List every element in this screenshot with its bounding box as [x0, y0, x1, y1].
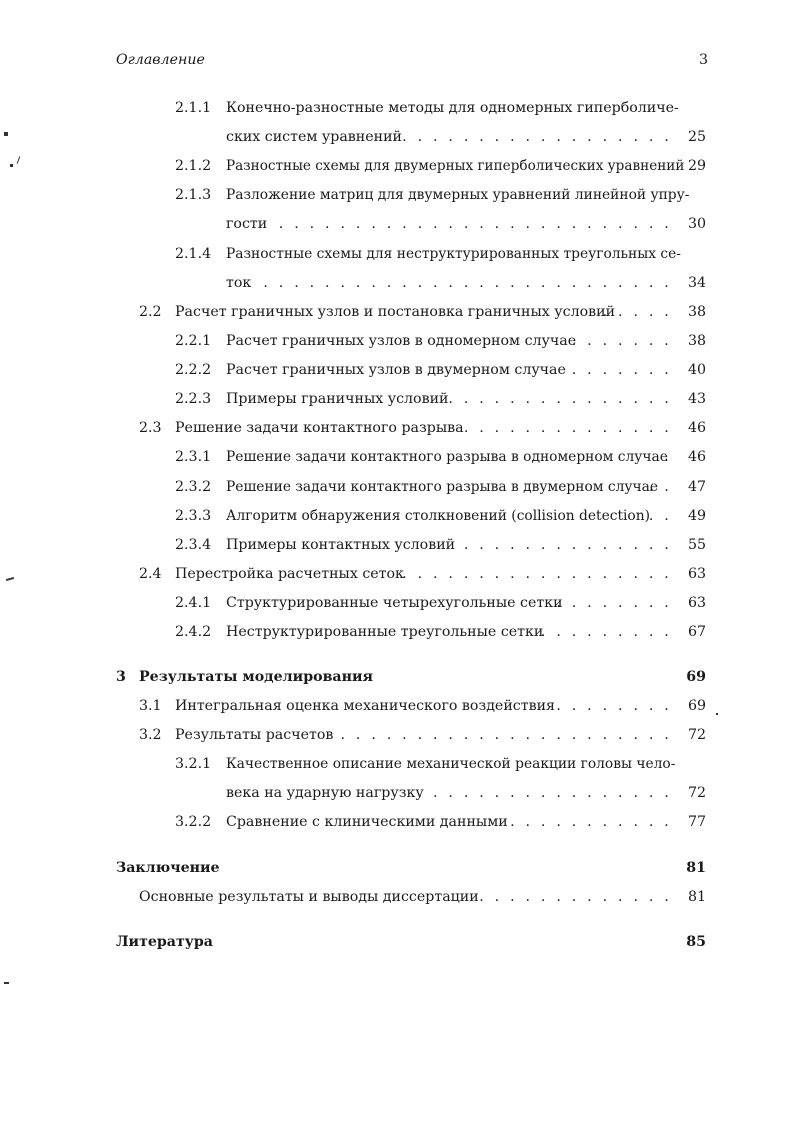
section-title: Сравнение с клиническими данными [226, 814, 508, 830]
dot-leader [538, 696, 672, 716]
page-number: 43 [687, 391, 706, 407]
section-title-line1: Качественное описание механической реакции головы чело- [226, 756, 676, 772]
page-number: 46 [687, 449, 706, 465]
page-number: 67 [687, 624, 706, 640]
chapter-number: 3 [116, 669, 126, 685]
section-title-line2: ток [226, 275, 252, 291]
page-number: 69 [686, 669, 706, 685]
toc-entry-2-4-1[interactable] [0, 593, 792, 613]
scan-speck [4, 132, 8, 136]
page-number: 81 [687, 889, 706, 905]
section-number: 3.2 [139, 727, 162, 743]
page-number: 30 [687, 216, 706, 232]
section-number: 3.2.1 [175, 756, 212, 772]
page-number: 40 [687, 362, 706, 378]
section-title: Решение задачи контактного разрыва [175, 420, 464, 436]
scan-speck [10, 164, 13, 167]
dot-leader [452, 535, 672, 555]
section-title: Разностные схемы для двумерных гиперболических уравнений [226, 158, 685, 174]
section-number: 2.1.1 [175, 100, 212, 116]
section-number: 2.4.1 [175, 595, 212, 611]
page-number: 55 [687, 537, 706, 553]
chapter-title: Литература [116, 934, 213, 950]
dot-leader [650, 477, 672, 497]
section-title-line2: ских систем уравнений [226, 129, 403, 145]
dot-leader [650, 506, 672, 526]
page-number: 29 [687, 158, 706, 174]
header-title: Оглавление [116, 52, 205, 68]
toc-entry-2-3-4[interactable] [0, 535, 792, 555]
page-number: 81 [686, 860, 706, 876]
page-number: 69 [687, 698, 706, 714]
section-number: 2.3.1 [175, 449, 212, 465]
dot-leader [396, 564, 672, 584]
toc-entry-3-1[interactable] [0, 696, 792, 716]
toc-conclusion[interactable] [0, 858, 792, 878]
section-title: Расчет граничных узлов и постановка граничных условий [175, 304, 616, 320]
page-number: 72 [687, 785, 706, 801]
page-number: 49 [687, 508, 706, 524]
toc-entry-2-3-2[interactable] [0, 477, 792, 497]
dot-leader [600, 302, 672, 322]
section-number: 2.3 [139, 420, 162, 436]
section-title: Основные результаты и выводы диссертации [139, 889, 479, 905]
toc-entry-2-2-2[interactable] [0, 360, 792, 380]
section-title-line1: Разностные схемы для неструктурированных треугольных се- [226, 246, 681, 262]
section-number: 2.1.4 [175, 246, 212, 262]
toc-entry-3-2-1[interactable] [0, 754, 792, 774]
section-number: 2.2.1 [175, 333, 212, 349]
page-number: 77 [687, 814, 706, 830]
chapter-title: Заключение [116, 860, 220, 876]
section-number: 2.2.2 [175, 362, 212, 378]
toc-entry-2-2[interactable] [0, 302, 792, 322]
section-title: Примеры контактных условий [226, 537, 456, 553]
section-title-line2: гости [226, 216, 268, 232]
toc-chapter-3[interactable] [0, 667, 792, 687]
dot-leader [534, 622, 672, 642]
toc-entry-2-3[interactable] [0, 418, 792, 438]
toc-entry-2-4-2[interactable] [0, 622, 792, 642]
dot-leader [560, 360, 672, 380]
toc-entry-2-3-3[interactable] [0, 506, 792, 526]
dot-leader [566, 331, 672, 351]
dot-leader [556, 593, 672, 613]
dot-leader [330, 725, 672, 745]
toc-entry-3-2[interactable] [0, 725, 792, 745]
dot-leader [400, 127, 672, 147]
dot-leader [272, 214, 672, 234]
section-title: Алгоритм обнаружения столкновений (collision detection) [226, 508, 650, 524]
page-number: 63 [687, 595, 706, 611]
toc-entry-2-1-2[interactable] [0, 156, 792, 176]
scan-speck [716, 713, 718, 715]
section-title: Результаты расчетов [175, 727, 334, 743]
header-page-number: 3 [698, 52, 708, 68]
page-number: 72 [687, 727, 706, 743]
page-number: 38 [687, 304, 706, 320]
page-number: 34 [687, 275, 706, 291]
scan-speck [4, 982, 9, 984]
section-title: Примеры граничных условий [226, 391, 449, 407]
dot-leader [256, 273, 672, 293]
page-number: 63 [687, 566, 706, 582]
page-number: 25 [687, 129, 706, 145]
section-title: Расчет граничных узлов в двумерном случае [226, 362, 566, 378]
toc-entry-2-1-1-cont[interactable] [0, 127, 792, 147]
toc-entry-3-2-1-cont[interactable] [0, 783, 792, 803]
page-number: 47 [687, 479, 706, 495]
toc-entry-2-2-1[interactable] [0, 331, 792, 351]
toc-entry-2-1-3-cont[interactable] [0, 214, 792, 234]
section-title: Решение задачи контактного разрыва в одномерном случае [226, 449, 668, 465]
section-number: 3.1 [139, 698, 162, 714]
section-title: Расчет граничных узлов в одномерном случае [226, 333, 577, 349]
chapter-title: Результаты моделирования [139, 669, 374, 685]
toc-entry-2-1-4[interactable] [0, 244, 792, 264]
toc-entry-3-2-2[interactable] [0, 812, 792, 832]
section-number: 2.1.2 [175, 158, 212, 174]
section-number: 2.1.3 [175, 187, 212, 203]
section-title: Решение задачи контактного разрыва в двумерном случае [226, 479, 658, 495]
toc-entry-2-1-4-cont[interactable] [0, 273, 792, 293]
section-number: 2.4.2 [175, 624, 212, 640]
section-number: 2.2.3 [175, 391, 212, 407]
dot-leader [446, 389, 672, 409]
section-number: 3.2.2 [175, 814, 212, 830]
section-number: 2.2 [139, 304, 162, 320]
section-title-line2: века на ударную нагрузку [226, 785, 424, 801]
page-number: 38 [687, 333, 706, 349]
page-number: 46 [687, 420, 706, 436]
dot-leader [420, 783, 672, 803]
dot-leader [452, 418, 672, 438]
toc-entry-2-1-1[interactable] [0, 98, 792, 118]
toc-entry-2-3-1[interactable] [0, 447, 792, 467]
running-header [116, 52, 708, 72]
dot-leader [476, 887, 672, 907]
section-number: 2.3.3 [175, 508, 212, 524]
section-title-line1: Разложение матриц для двумерных уравнений линейной упру- [226, 187, 690, 203]
toc-entry-main-results[interactable] [0, 887, 792, 907]
toc-entry-2-2-3[interactable] [0, 389, 792, 409]
section-title: Структурированные четырехугольные сетки [226, 595, 563, 611]
section-title: Перестройка расчетных сеток [175, 566, 404, 582]
toc-entry-2-1-3[interactable] [0, 185, 792, 205]
section-number: 2.3.4 [175, 537, 212, 553]
section-number: 2.4 [139, 566, 162, 582]
toc-bibliography[interactable] [0, 932, 792, 952]
page-number: 85 [686, 934, 706, 950]
dot-leader [500, 812, 672, 832]
toc-entry-2-4[interactable] [0, 564, 792, 584]
dot-leader [660, 447, 672, 467]
section-title: Неструктурированные треугольные сетки [226, 624, 544, 640]
section-number: 2.3.2 [175, 479, 212, 495]
section-title-line1: Конечно-разностные методы для одномерных гиперболиче- [226, 100, 679, 116]
section-title: Интегральная оценка механического воздействия [175, 698, 555, 714]
